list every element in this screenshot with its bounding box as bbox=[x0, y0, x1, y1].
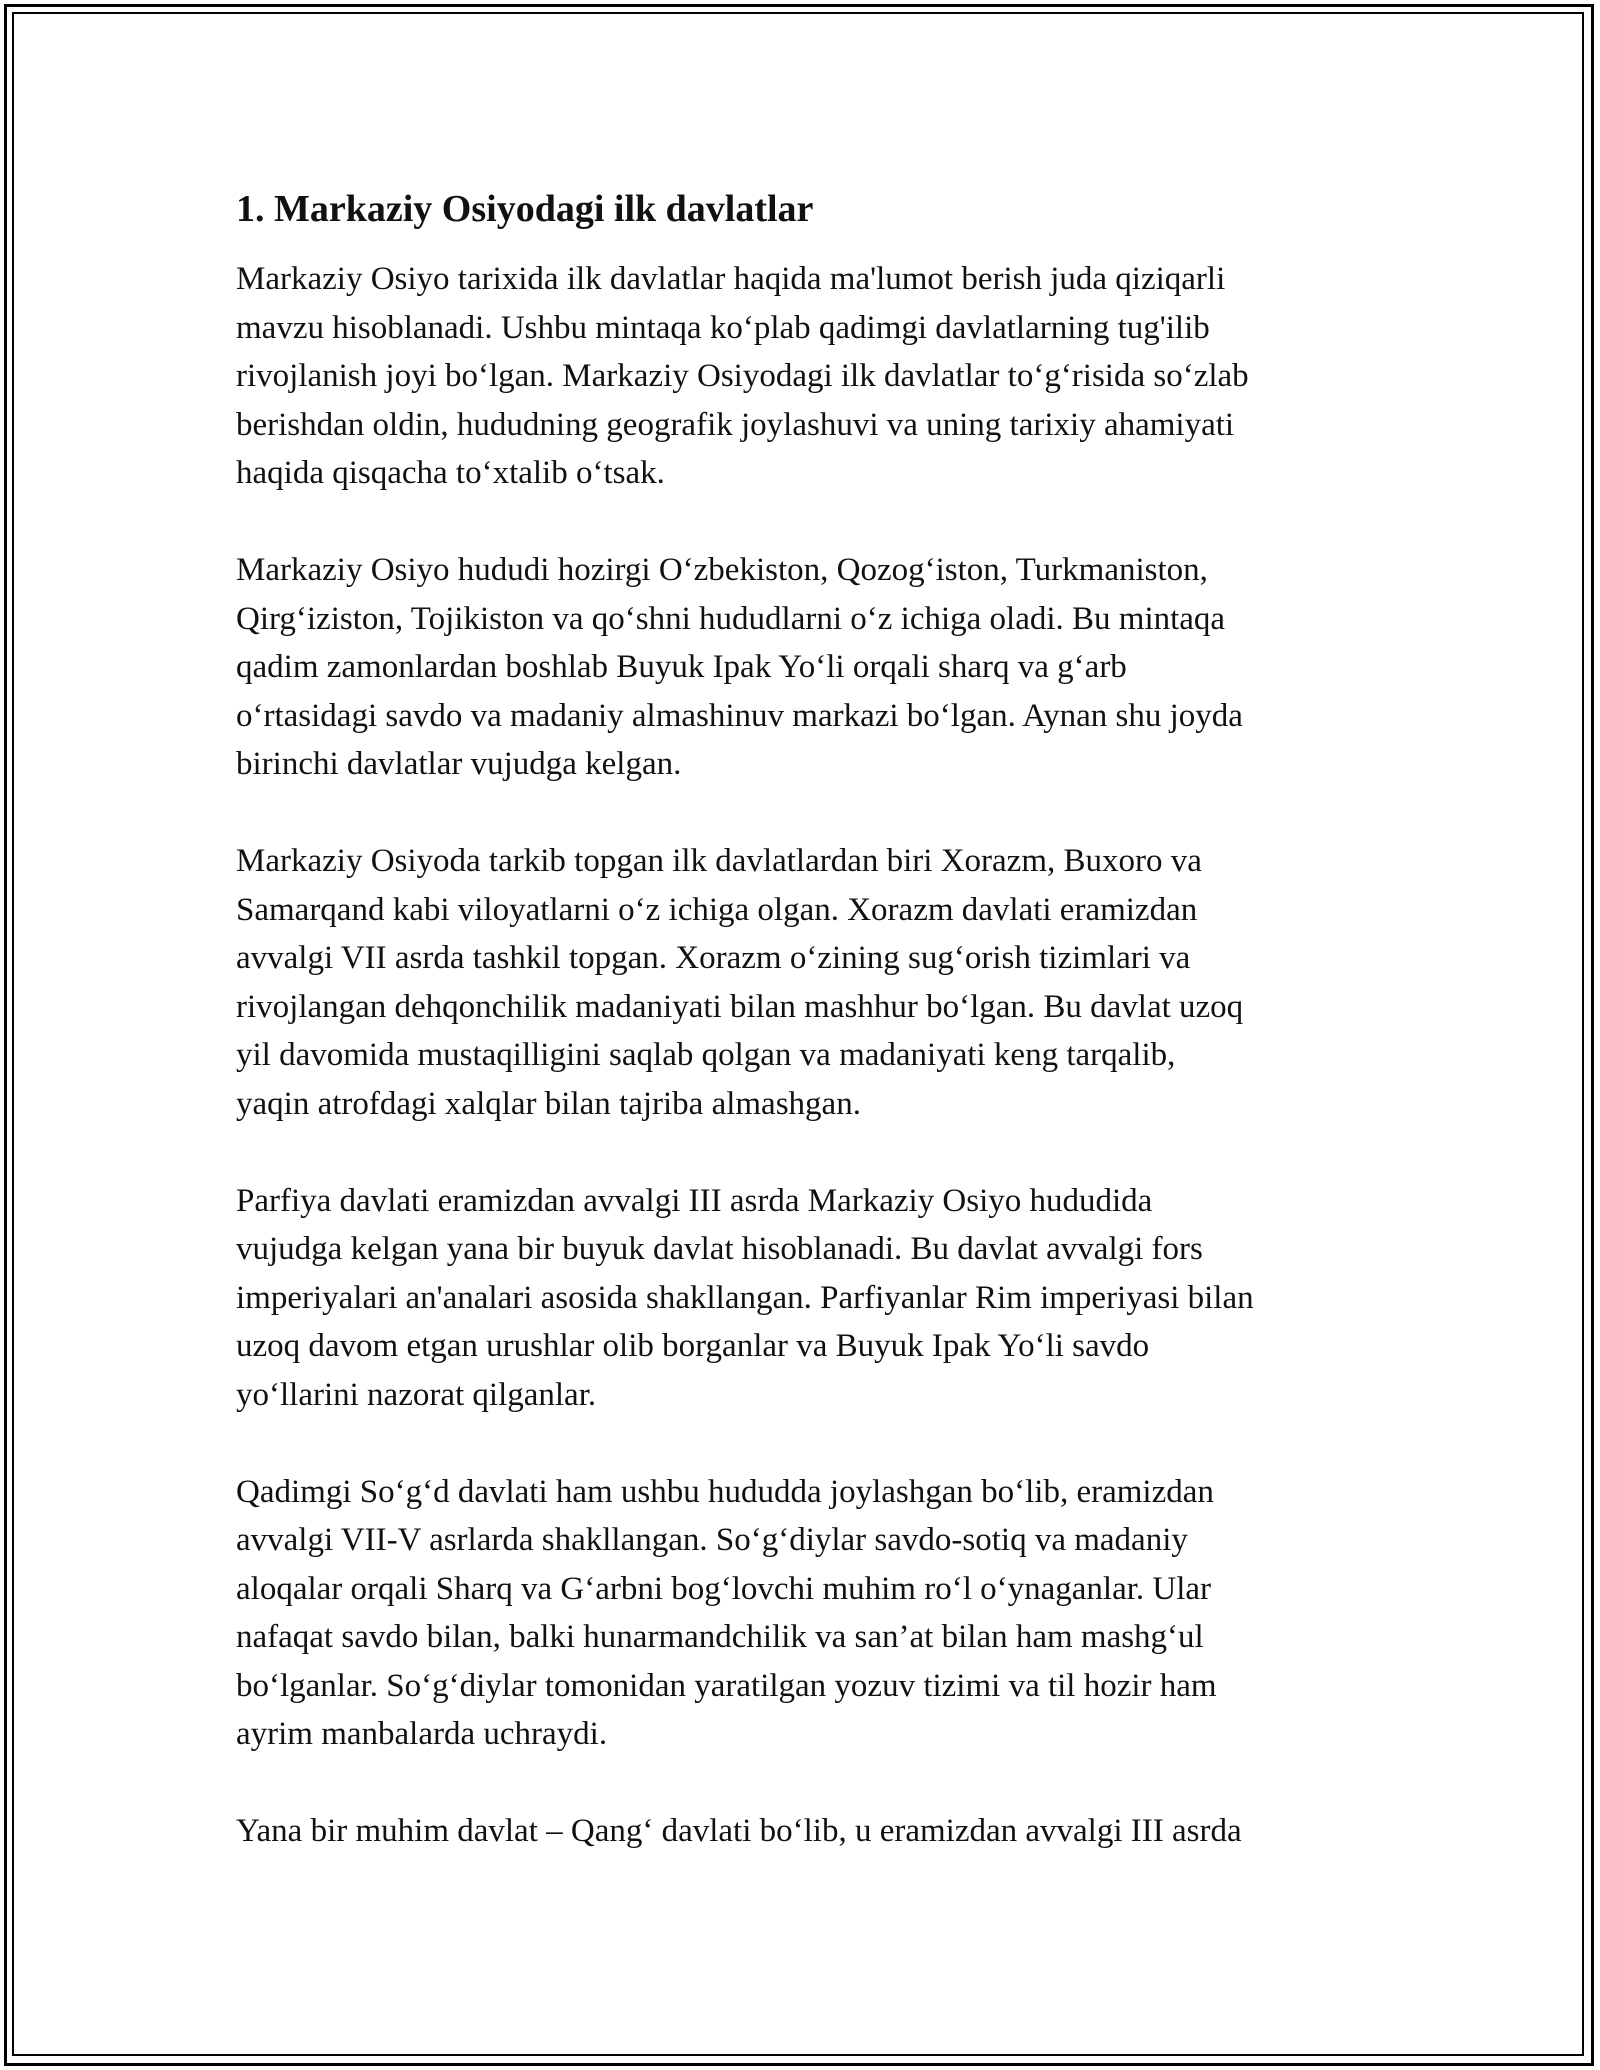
paragraph-3: Markaziy Osiyoda tarkib topgan ilk davlatlardan biri Xorazm, Buxoro va Samarqand kabi viloyatlarni o‘z ichiga olgan. Xorazm davlati eramizdan avvalgi VII asrda tashkil topgan. Xorazm o‘zining sug‘orish tizimlari va rivojlangan dehqonchilik madaniyati bilan mashhur bo‘lgan. Bu davlat uzoq yil davomida mustaqilligini saqlab qolgan va madaniyati keng tarqalib, yaqin atrofdagi xalqlar bilan tajriba almashgan. bbox=[236, 843, 1244, 1122]
paragraph-1: Markaziy Osiyo tarixida ilk davlatlar haqida ma'lumot berish juda qiziqarli mavzu hisoblanadi. Ushbu mintaqa ko‘plab qadimgi davlatlarning tug'ilib rivojlanish joyi bo‘lgan. Markaziy Osiyodagi ilk davlatlar to‘g‘risida so‘zlab berishdan oldin, hududning geografik joylashuvi va uning tarixiy ahamiyati haqida qisqacha to‘xtalib o‘tsak. bbox=[236, 261, 1249, 491]
document-body bbox=[236, 185, 1396, 1904]
paragraph-5: Qadimgi So‘g‘d davlati ham ushbu hududda joylashgan bo‘lib, eramizdan avvalgi VII-V asrlarda shakllangan. So‘g‘diylar savdo-sotiq va madaniy aloqalar orqali Sharq va G‘arbni bog‘lovchi muhim ro‘l o‘ynaganlar. Ular nafaqat savdo bilan, balki hunarmandchilik va san’at bilan ham mashg‘ul bo‘lganlar. So‘g‘diylar tomonidan yaratilgan yozuv tizimi va til hozir ham ayrim manbalarda uchraydi. bbox=[236, 1473, 1217, 1752]
paragraph-6: Yana bir muhim davlat – Qang‘ davlati bo‘lib, u eramizdan avvalgi III asrda bbox=[236, 1813, 1242, 1849]
paragraph-4: Parfiya davlati eramizdan avvalgi III asrda Markaziy Osiyo hududida vujudga kelgan yana bir buyuk davlat hisoblanadi. Bu davlat avvalgi fors imperiyalari an'analari asosida shakllangan. Parfiyanlar Rim imperiyasi bilan uzoq davom etgan urushlar olib borganlar va Buyuk Ipak Yo‘li savdo yo‘llarini nazorat qilganlar. bbox=[236, 1182, 1254, 1413]
section-heading: 1. Markaziy Osiyodagi ilk davlatlar bbox=[236, 188, 814, 230]
paragraph-2: Markaziy Osiyo hududi hozirgi O‘zbekiston, Qozog‘iston, Turkmaniston, Qirg‘iziston, Tojikiston va qo‘shni hududlarni o‘z ichiga oladi. Bu mintaqa qadim zamonlardan boshlab Buyuk Ipak Yo‘li orqali sharq va g‘arb o‘rtasidagi savdo va madaniy almashinuv markazi bo‘lgan. Aynan shu joyda birinchi davlatlar vujudga kelgan. bbox=[236, 552, 1243, 782]
